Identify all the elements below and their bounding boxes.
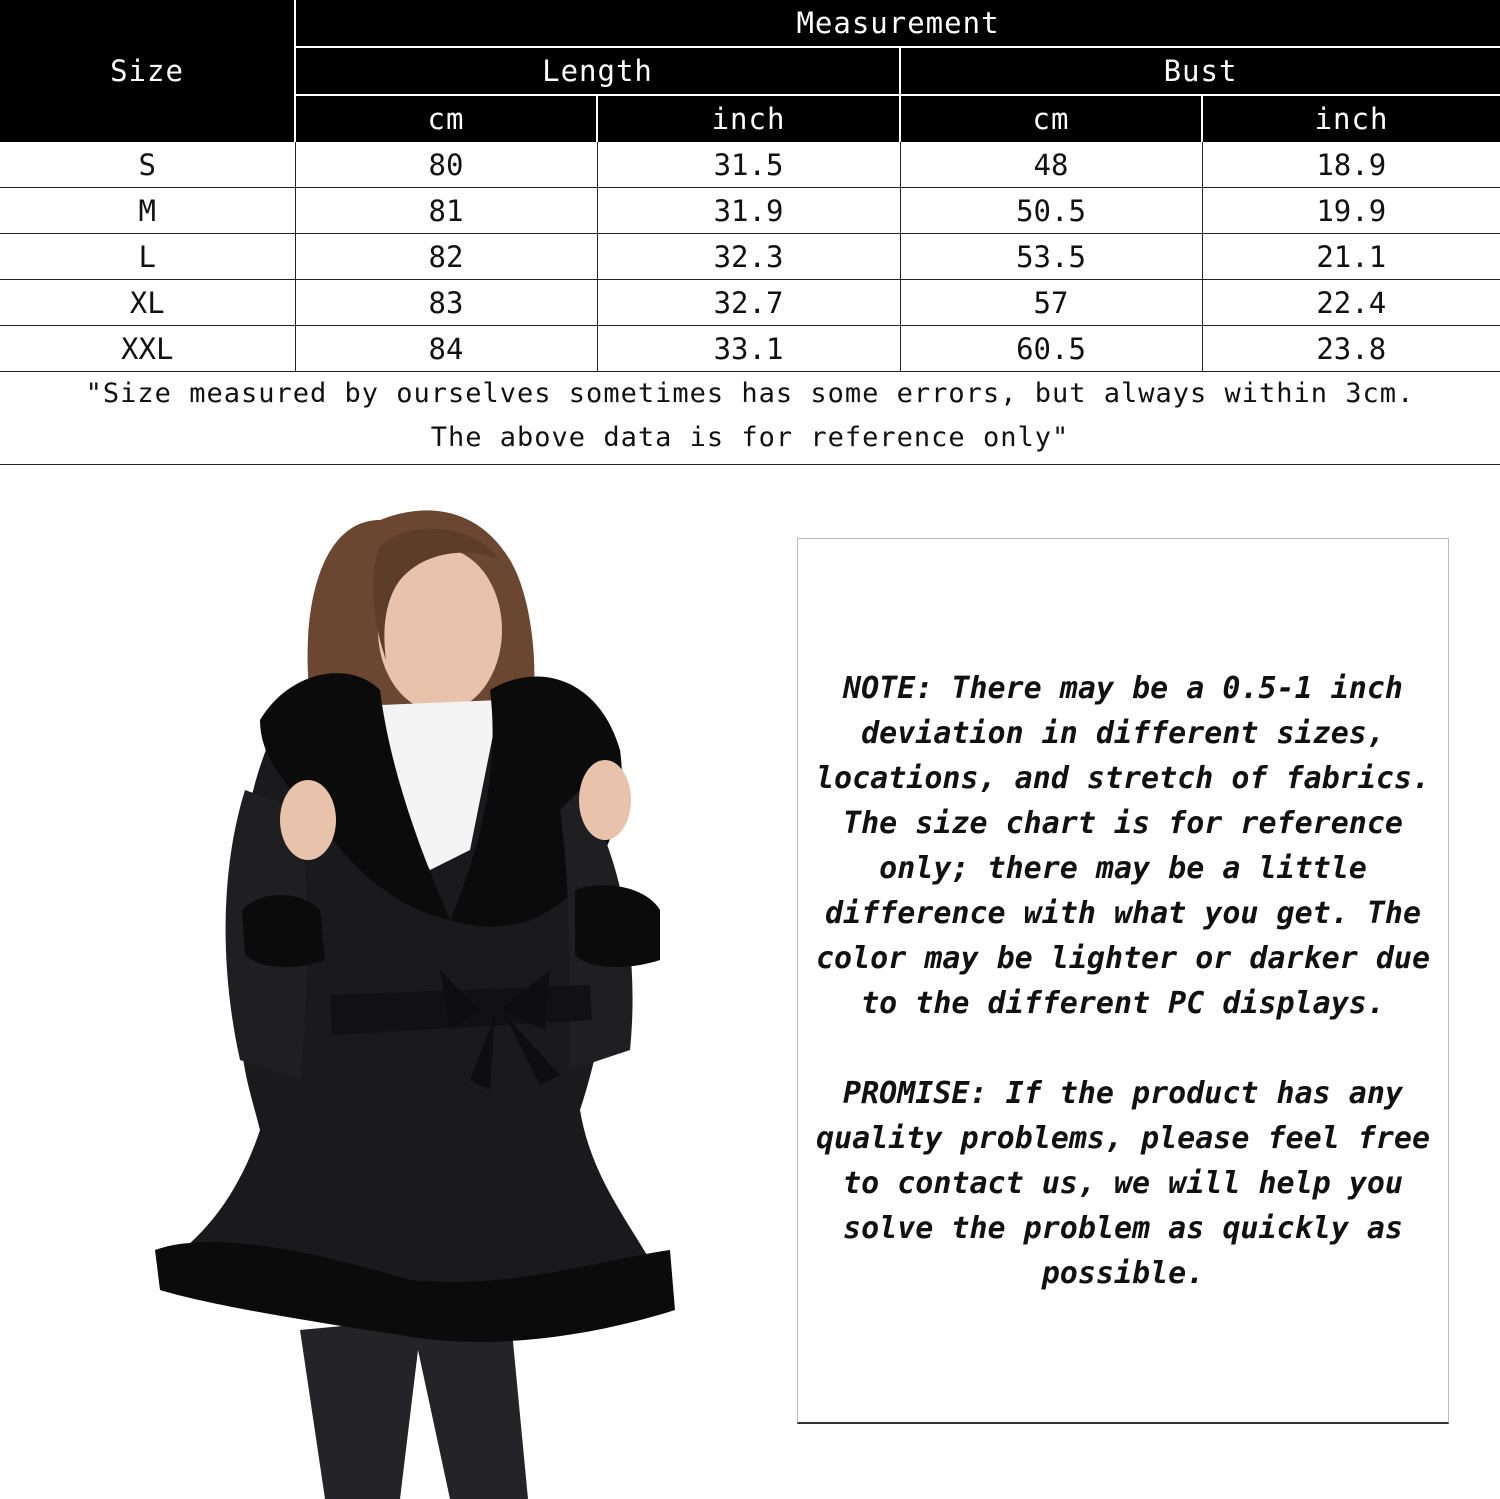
note-text: NOTE: There may be a 0.5-1 inch deviation in different sizes, locations, and stretch of fabrics. The size chart is for reference only; there may be a little difference with what you get. The color may be lighter or darker due to the different PC displays. [815,670,1431,1021]
cell-length-cm: 80 [295,142,597,188]
header-length-cm: cm [295,95,597,142]
header-length: Length [295,47,900,95]
disclaimer-line-1: "Size measured by ourselves sometimes has some errors, but always within 3cm. [85,378,1415,409]
promise-text: PROMISE: If the product has any quality problems, please feel free to contact us, we will help you solve the problem as quickly as possible. [815,1075,1431,1291]
model-photo [150,490,680,1499]
cell-bust-cm: 60.5 [900,326,1202,372]
hand-left [280,780,336,860]
cell-length-cm: 83 [295,280,597,326]
table-row [0,142,1500,188]
header-length-inch: inch [597,95,900,142]
size-disclaimer [0,372,1500,465]
header-bust-inch: inch [1202,95,1500,142]
cell-length-inch: 33.1 [597,326,900,372]
cell-bust-inch: 23.8 [1202,326,1500,372]
cell-length-cm: 82 [295,234,597,280]
size-table [0,0,1500,372]
cell-length-inch: 31.9 [597,188,900,234]
disclaimer-line-2: The above data is for reference only" [430,422,1070,453]
cell-length-cm: 84 [295,326,597,372]
cell-bust-inch: 22.4 [1202,280,1500,326]
cell-length-cm: 81 [295,188,597,234]
cell-size: XXL [0,326,295,372]
cell-size: L [0,234,295,280]
size-table-header [0,0,1500,142]
header-bust: Bust [900,47,1500,95]
header-size: Size [0,0,295,142]
cell-size: M [0,188,295,234]
cell-bust-inch: 18.9 [1202,142,1500,188]
hand-right [579,760,631,840]
note-panel [797,538,1449,1424]
header-measurement: Measurement [295,0,1500,47]
cell-bust-inch: 21.1 [1202,234,1500,280]
table-row [0,280,1500,326]
cell-length-inch: 32.7 [597,280,900,326]
table-row [0,188,1500,234]
cell-bust-cm: 57 [900,280,1202,326]
size-chart [0,0,1500,465]
cell-size: S [0,142,295,188]
size-table-body [0,142,1500,372]
cell-length-inch: 32.3 [597,234,900,280]
cuff-left [242,895,325,967]
cell-size: XL [0,280,295,326]
cuff-right [575,885,660,967]
cell-bust-cm: 50.5 [900,188,1202,234]
cell-bust-inch: 19.9 [1202,188,1500,234]
cell-length-inch: 31.5 [597,142,900,188]
table-row [0,234,1500,280]
header-bust-cm: cm [900,95,1202,142]
cell-bust-cm: 48 [900,142,1202,188]
table-row [0,326,1500,372]
cell-bust-cm: 53.5 [900,234,1202,280]
